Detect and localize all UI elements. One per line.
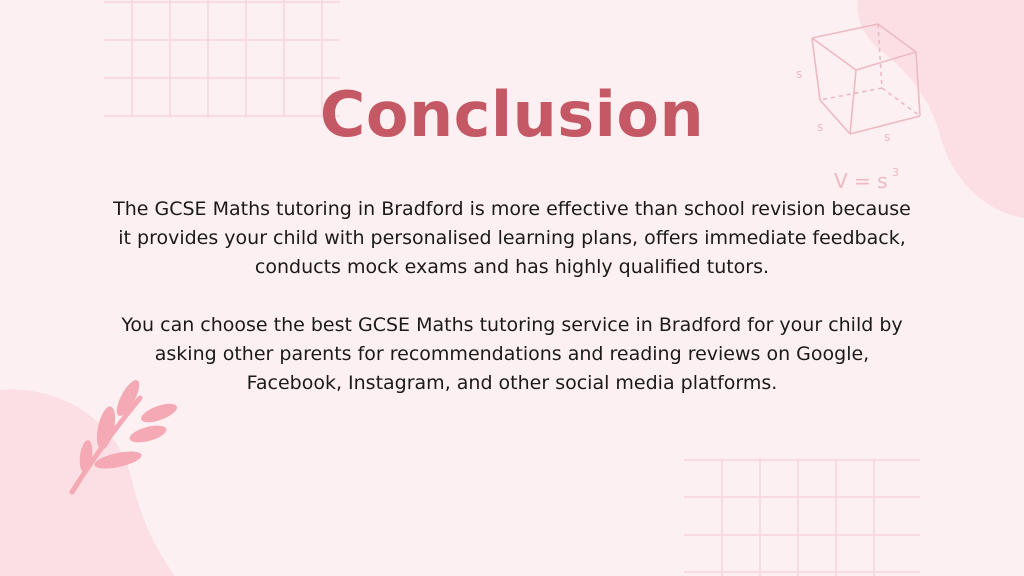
conclusion-paragraph-1: The GCSE Maths tutoring in Bradford is more effective than school revision because it provides your child with personalised learning plans, offers immediate feedback, conducts mock exams and has highly qualified tutors. [113, 198, 911, 278]
cube-side-label-bottom: s [817, 120, 824, 134]
grid-bottom-right [684, 458, 920, 576]
slide-title: Conclusion [319, 78, 705, 151]
volume-formula [834, 166, 899, 193]
volume-formula-main: V = s [834, 169, 888, 193]
cube-side-label-right: s [884, 130, 891, 144]
conclusion-paragraph-2: You can choose the best GCSE Maths tutoring service in Bradford for your child by asking other parents for recommendations and reading reviews on Google, Facebook, Instagram, and other social media platforms. [121, 314, 903, 394]
volume-formula-exponent: 3 [892, 166, 899, 179]
cube-side-label-left: s [796, 67, 803, 81]
